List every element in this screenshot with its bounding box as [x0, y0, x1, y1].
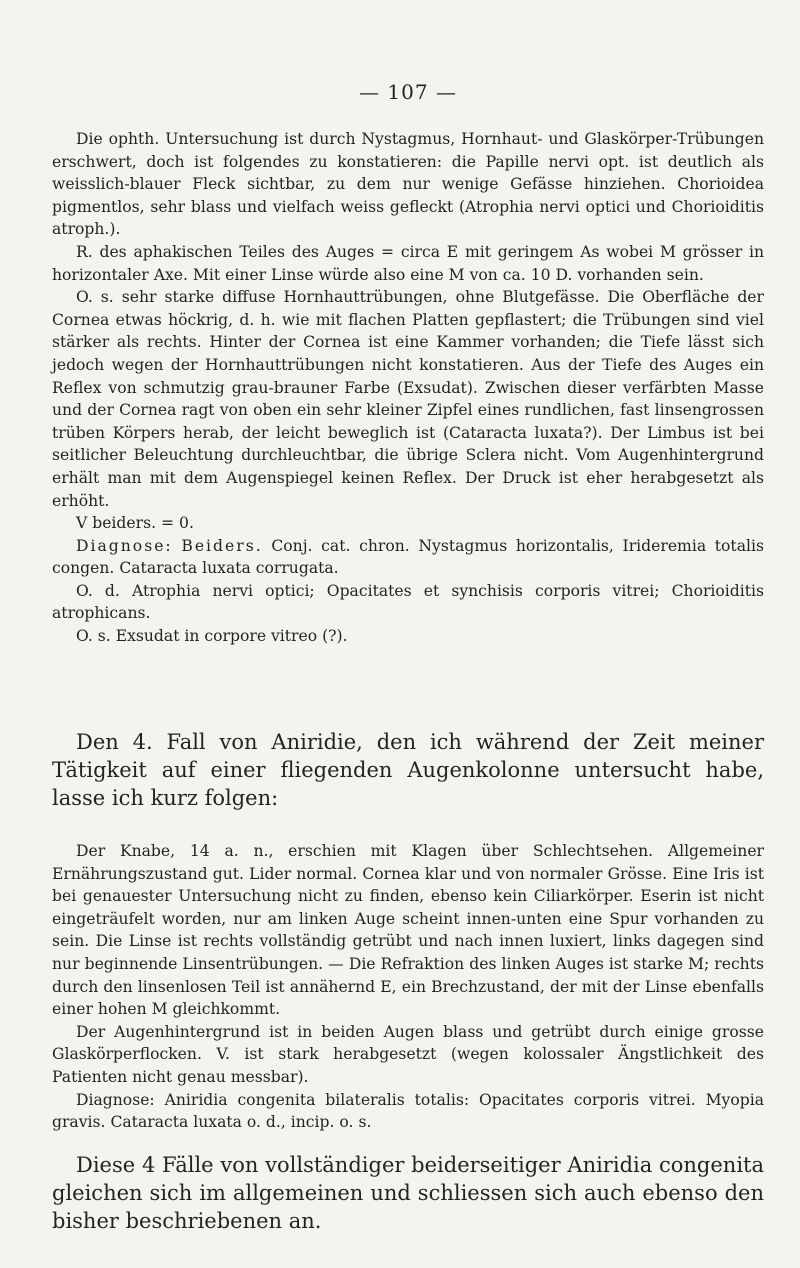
case-4-report: [52, 840, 764, 1134]
paragraph-ophth-exam: Die ophth. Untersuchung ist durch Nystagmus, Hornhaut- und Glaskörper-Trübungen erschwert, doch ist folgendes zu konstatieren: die Papille nervi opt. ist deutlich als weisslich-blauer Fleck sichtbar, zu dem nur wenige Gefässe hinziehen. Chorioidea pigmentlos, sehr blass und vielfach weiss gefleckt (Atrophia nervi optici und Chorioiditis atroph.).: [52, 130, 764, 239]
page-number: — 107 —: [52, 80, 764, 104]
paragraph-case-4-history: Der Knabe, 14 a. n., erschien mit Klagen über Schlechtsehen. Allgemeiner Ernährungszustand gut. Lider normal. Cornea klar und von normaler Grösse. Eine Iris ist bei genauester Untersuchung nicht zu finden, ebenso kein Ciliarkörper. Eserin ist nicht eingeträufelt worden, nur am linken Auge scheint innen-unten eine Spur vorhanden zu sein. Die Linse ist rechts vollständig getrübt und nach innen luxiert, links dagegen sind nur beginnende Linsentrübungen. — Die Refraktion des linken Auges ist starke M; rechts durch den linsenlosen Teil ist annähernd E, ein Brechzustand, der mit der Linse ebenfalls einer hohen M gleichkommt.: [52, 842, 764, 1019]
paragraph-case-4-fundus: Der Augenhintergrund ist in beiden Augen blass und getrübt durch einige grosse Glaskörperflocken. V. ist stark herabgesetzt (wegen kolossaler Ängstlichkeit des Patienten nicht genau messbar).: [52, 1022, 764, 1086]
paragraph-diagnosis-od: O. d. Atrophia nervi optici; Opacitates et synchisis corporis vitrei; Chorioiditis atrophicans.: [52, 581, 764, 623]
paragraph-refraction: R. des aphakischen Teiles des Auges = circa E mit geringem As wobei M grösser in horizontaler Axe. Mit einer Linse würde also eine M von ca. 10 D. vorhanden sein.: [52, 242, 764, 284]
case-3-findings: [52, 128, 764, 648]
case-4-heading: [52, 728, 764, 812]
diagnosis-text: Conj. cat. chron. Nystagmus horizontalis, Irideremia totalis congen. Cataracta luxata corrugata.: [52, 536, 764, 578]
diagnosis-label: Diagnose:: [76, 536, 173, 555]
diagnosis-beiders: Beiders.: [181, 536, 263, 555]
paragraph-visus: V beiders. = 0.: [76, 514, 194, 533]
paragraph-case-4-diagnosis: Diagnose: Aniridia congenita bilateralis totalis: Opacitates corporis vitrei. Myopia gravis. Cataracta luxata o. d., incip. o. s.: [52, 1090, 764, 1132]
paragraph-left-eye: O. s. sehr starke diffuse Hornhauttrübungen, ohne Blutgefässe. Die Oberfläche der Cornea etwas höckrig, d. h. wie mit flachen Platten gepflastert; die Trübungen sind viel stärker als rechts. Hinter der Cornea ist eine Kammer vorhanden; die Tiefe lässt sich jedoch wegen der Hornhauttrübungen nicht konstatieren. Aus der Tiefe des Auges ein Reflex von schmutzig grau-brauner Farbe (Exsudat). Zwischen dieser verfärbten Masse und der Cornea ragt von oben ein sehr kleiner Zipfel eines rundlichen, fast linsengrossen trüben Körpers herab, der leicht beweglich ist (Cataracta luxata?). Der Limbus ist bei seitlicher Beleuchtung durchleuchtbar, die übrige Sclera nicht. Vom Augenhintergrund erhält man mit dem Augenspiegel keinen Reflex. Der Druck ist eher herabgesetzt als erhöht.: [52, 288, 764, 510]
paragraph-diagnosis-os: O. s. Exsudat in corpore vitreo (?).: [76, 627, 348, 646]
heading-text: Den 4. Fall von Aniridie, den ich während der Zeit meiner Tätigkeit auf einer fliegenden Augenkolonne untersucht habe, lasse ich kurz folgen:: [52, 730, 764, 810]
conclusion: [52, 1151, 764, 1235]
paragraph-diagnosis: [52, 535, 764, 580]
conclusion-text: Diese 4 Fälle von vollständiger beiderseitiger Aniridia congenita gleichen sich im allgemeinen und schliessen sich auch ebenso den bisher beschriebenen an.: [52, 1153, 764, 1233]
